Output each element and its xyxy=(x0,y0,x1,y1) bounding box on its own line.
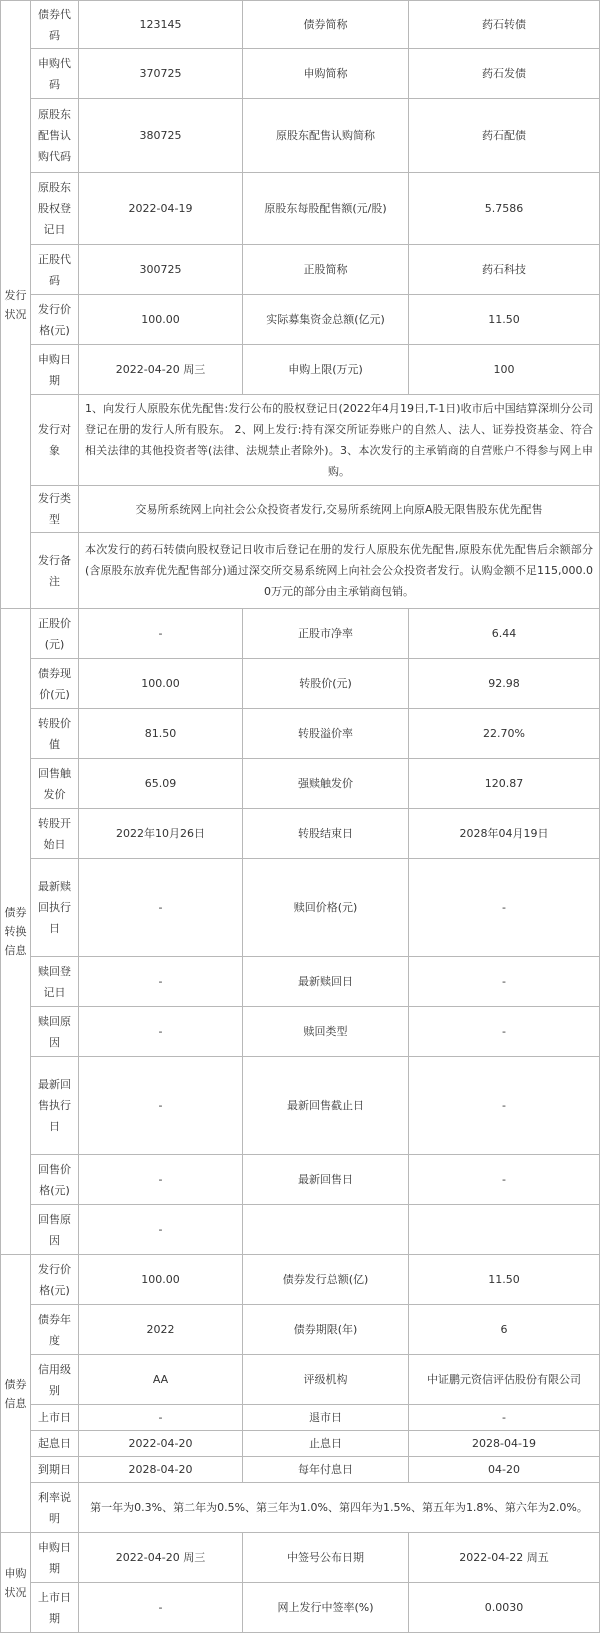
issue-type-label: 发行类型 xyxy=(31,486,79,533)
bond-code-label: 债券代码 xyxy=(31,1,79,49)
placement-per-share-label: 原股东每股配售额(元/股) xyxy=(243,173,409,245)
lottery-rate-label: 网上发行中签率(%) xyxy=(243,1583,409,1633)
placement-name-label: 原股东配售认购简称 xyxy=(243,99,409,173)
table-row xyxy=(1,1,600,49)
listing-date2-label: 上市日期 xyxy=(31,1583,79,1633)
placement-per-share-value: 5.7586 xyxy=(409,173,600,245)
lottery-announce-value: 2022-04-22 周五 xyxy=(409,1533,600,1583)
table-row xyxy=(1,1155,600,1205)
section-label-conversion: 债券转换信息 xyxy=(1,609,31,1255)
latest-redemption-value: - xyxy=(409,957,600,1007)
subscribe-code-value: 370725 xyxy=(79,49,243,99)
empty-value-cell xyxy=(409,1205,600,1255)
stock-price-value: - xyxy=(79,609,243,659)
section-label-bond: 债券信息 xyxy=(1,1255,31,1533)
putback-reason-label: 回售原因 xyxy=(31,1205,79,1255)
lottery-rate-value: 0.0030 xyxy=(409,1583,600,1633)
bond-price-label: 债券现价(元) xyxy=(31,659,79,709)
delisting-date-value: - xyxy=(409,1405,600,1431)
conversion-value-value: 81.50 xyxy=(79,709,243,759)
placement-name-value: 药石配债 xyxy=(409,99,600,173)
latest-redemption-label: 最新赎回日 xyxy=(243,957,409,1007)
bond-issue-price-value: 100.00 xyxy=(79,1255,243,1305)
call-trigger-label: 强赎触发价 xyxy=(243,759,409,809)
subscribe-short-name-value: 药石发债 xyxy=(409,49,600,99)
pb-ratio-value: 6.44 xyxy=(409,609,600,659)
subscribe-date-value: 2022-04-20 周三 xyxy=(79,345,243,395)
section-label-issue: 发行状况 xyxy=(1,1,31,609)
table-row xyxy=(1,1583,600,1633)
conversion-end-label: 转股结束日 xyxy=(243,809,409,859)
issue-remark-text: 本次发行的药石转债向股权登记日收市后登记在册的发行人原股东优先配售,原股东优先配售后余额部分(含原股东放弃优先配售部分)通过深交所交易系统网上向社会公众投资者发行。认购金额不足115,000.00万元的部分由主承销商包销。 xyxy=(79,533,600,609)
table-row xyxy=(1,99,600,173)
latest-putback-value: - xyxy=(409,1155,600,1205)
pb-ratio-label: 正股市净率 xyxy=(243,609,409,659)
putback-price-label: 回售价格(元) xyxy=(31,1155,79,1205)
funds-raised-value: 11.50 xyxy=(409,295,600,345)
table-row xyxy=(1,245,600,295)
redemption-price-label: 赎回价格(元) xyxy=(243,859,409,957)
bond-price-value: 100.00 xyxy=(79,659,243,709)
issue-target-label: 发行对象 xyxy=(31,395,79,486)
table-row xyxy=(1,345,600,395)
call-trigger-value: 120.87 xyxy=(409,759,600,809)
subscribe-limit-value: 100 xyxy=(409,345,600,395)
issue-price-label: 发行价格(元) xyxy=(31,295,79,345)
record-date-value: 2022-04-19 xyxy=(79,173,243,245)
subscribe-date-label: 申购日期 xyxy=(31,345,79,395)
credit-rating-label: 信用级别 xyxy=(31,1355,79,1405)
table-row xyxy=(1,1533,600,1583)
listing-date-label: 上市日 xyxy=(31,1405,79,1431)
redemption-type-value: - xyxy=(409,1007,600,1057)
stock-name-label: 正股简称 xyxy=(243,245,409,295)
table-row xyxy=(1,957,600,1007)
record-date-label: 原股东股权登记日 xyxy=(31,173,79,245)
bond-issue-price-label: 发行价格(元) xyxy=(31,1255,79,1305)
redemption-record-value: - xyxy=(79,957,243,1007)
issue-target-text: 1、向发行人原股东优先配售:发行公布的股权登记日(2022年4月19日,T-1日)收市后中国结算深圳分公司登记在册的发行人所有股东。 2、网上发行:持有深交所证券账户的自然人、法人、证券投资基金、符合相关法律的其他投资者等(法律、法规禁止者除外)。3、本次发行的主承销商的自营账户不得参与网上申购。 xyxy=(79,395,600,486)
conversion-end-value: 2028年04月19日 xyxy=(409,809,600,859)
table-row xyxy=(1,1007,600,1057)
table-row xyxy=(1,759,600,809)
table-row xyxy=(1,709,600,759)
bond-term-value: 6 xyxy=(409,1305,600,1355)
conversion-premium-label: 转股溢价率 xyxy=(243,709,409,759)
interest-start-label: 起息日 xyxy=(31,1431,79,1457)
redemption-price-value: - xyxy=(409,859,600,957)
stock-code-value: 300725 xyxy=(79,245,243,295)
interest-rate-text: 第一年为0.3%、第二年为0.5%、第三年为1.0%、第四年为1.5%、第五年为1.8%、第六年为2.0%。 xyxy=(79,1483,600,1533)
placement-code-label: 原股东配售认购代码 xyxy=(31,99,79,173)
bond-year-value: 2022 xyxy=(79,1305,243,1355)
redemption-reason-label: 赎回原因 xyxy=(31,1007,79,1057)
interest-end-label: 止息日 xyxy=(243,1431,409,1457)
interest-rate-label: 利率说明 xyxy=(31,1483,79,1533)
table-row xyxy=(1,1057,600,1155)
table-row xyxy=(1,859,600,957)
subscribe-code-label: 申购代码 xyxy=(31,49,79,99)
issue-type-text: 交易所系统网上向社会公众投资者发行,交易所系统网上向原A股无限售股东优先配售 xyxy=(79,486,600,533)
delisting-date-label: 退市日 xyxy=(243,1405,409,1431)
rating-agency-value: 中证鹏元资信评估股份有限公司 xyxy=(409,1355,600,1405)
maturity-date-value: 2028-04-20 xyxy=(79,1457,243,1483)
subscribe-short-name-label: 申购简称 xyxy=(243,49,409,99)
latest-putback-label: 最新回售日 xyxy=(243,1155,409,1205)
lottery-announce-label: 中签号公布日期 xyxy=(243,1533,409,1583)
annual-interest-date-label: 每年付息日 xyxy=(243,1457,409,1483)
latest-putback-deadline-value: - xyxy=(409,1057,600,1155)
bond-issue-total-label: 债券发行总额(亿) xyxy=(243,1255,409,1305)
funds-raised-label: 实际募集资金总额(亿元) xyxy=(243,295,409,345)
subscription-date-label: 申购日期 xyxy=(31,1533,79,1583)
table-row xyxy=(1,659,600,709)
placement-code-value: 380725 xyxy=(79,99,243,173)
interest-end-value: 2028-04-19 xyxy=(409,1431,600,1457)
bond-code-value: 123145 xyxy=(79,1,243,49)
table-row xyxy=(1,809,600,859)
subscription-date-value: 2022-04-20 周三 xyxy=(79,1533,243,1583)
latest-redemption-exec-label: 最新赎回执行日 xyxy=(31,859,79,957)
table-row xyxy=(1,1305,600,1355)
issue-price-value: 100.00 xyxy=(79,295,243,345)
bond-short-name-label: 债券简称 xyxy=(243,1,409,49)
table-row xyxy=(1,486,600,533)
table-row xyxy=(1,533,600,609)
table-row xyxy=(1,173,600,245)
putback-trigger-value: 65.09 xyxy=(79,759,243,809)
stock-code-label: 正股代码 xyxy=(31,245,79,295)
table-row xyxy=(1,1431,600,1457)
bond-term-label: 债券期限(年) xyxy=(243,1305,409,1355)
table-row xyxy=(1,609,600,659)
table-row xyxy=(1,49,600,99)
table-row xyxy=(1,1255,600,1305)
rating-agency-label: 评级机构 xyxy=(243,1355,409,1405)
maturity-date-label: 到期日 xyxy=(31,1457,79,1483)
putback-price-value: - xyxy=(79,1155,243,1205)
issue-remark-label: 发行备注 xyxy=(31,533,79,609)
conversion-price-value: 92.98 xyxy=(409,659,600,709)
redemption-record-label: 赎回登记日 xyxy=(31,957,79,1007)
table-row xyxy=(1,1405,600,1431)
putback-reason-value: - xyxy=(79,1205,243,1255)
table-row xyxy=(1,1205,600,1255)
latest-redemption-exec-value: - xyxy=(79,859,243,957)
putback-trigger-label: 回售触发价 xyxy=(31,759,79,809)
listing-date2-value: - xyxy=(79,1583,243,1633)
conversion-value-label: 转股价值 xyxy=(31,709,79,759)
table-row xyxy=(1,1483,600,1533)
redemption-reason-value: - xyxy=(79,1007,243,1057)
latest-putback-exec-value: - xyxy=(79,1057,243,1155)
table-row xyxy=(1,295,600,345)
latest-putback-exec-label: 最新回售执行日 xyxy=(31,1057,79,1155)
conversion-premium-value: 22.70% xyxy=(409,709,600,759)
credit-rating-value: AA xyxy=(79,1355,243,1405)
conversion-start-label: 转股开始日 xyxy=(31,809,79,859)
bond-year-label: 债券年度 xyxy=(31,1305,79,1355)
stock-name-value: 药石科技 xyxy=(409,245,600,295)
conversion-start-value: 2022年10月26日 xyxy=(79,809,243,859)
bond-issue-total-value: 11.50 xyxy=(409,1255,600,1305)
table-row xyxy=(1,395,600,486)
stock-price-label: 正股价(元) xyxy=(31,609,79,659)
bond-short-name-value: 药石转债 xyxy=(409,1,600,49)
table-row xyxy=(1,1355,600,1405)
redemption-type-label: 赎回类型 xyxy=(243,1007,409,1057)
section-label-subscribe: 申购状况 xyxy=(1,1533,31,1633)
subscribe-limit-label: 申购上限(万元) xyxy=(243,345,409,395)
table-row xyxy=(1,1457,600,1483)
conversion-price-label: 转股价(元) xyxy=(243,659,409,709)
listing-date-value: - xyxy=(79,1405,243,1431)
latest-putback-deadline-label: 最新回售截止日 xyxy=(243,1057,409,1155)
interest-start-value: 2022-04-20 xyxy=(79,1431,243,1457)
empty-label-cell xyxy=(243,1205,409,1255)
annual-interest-date-value: 04-20 xyxy=(409,1457,600,1483)
